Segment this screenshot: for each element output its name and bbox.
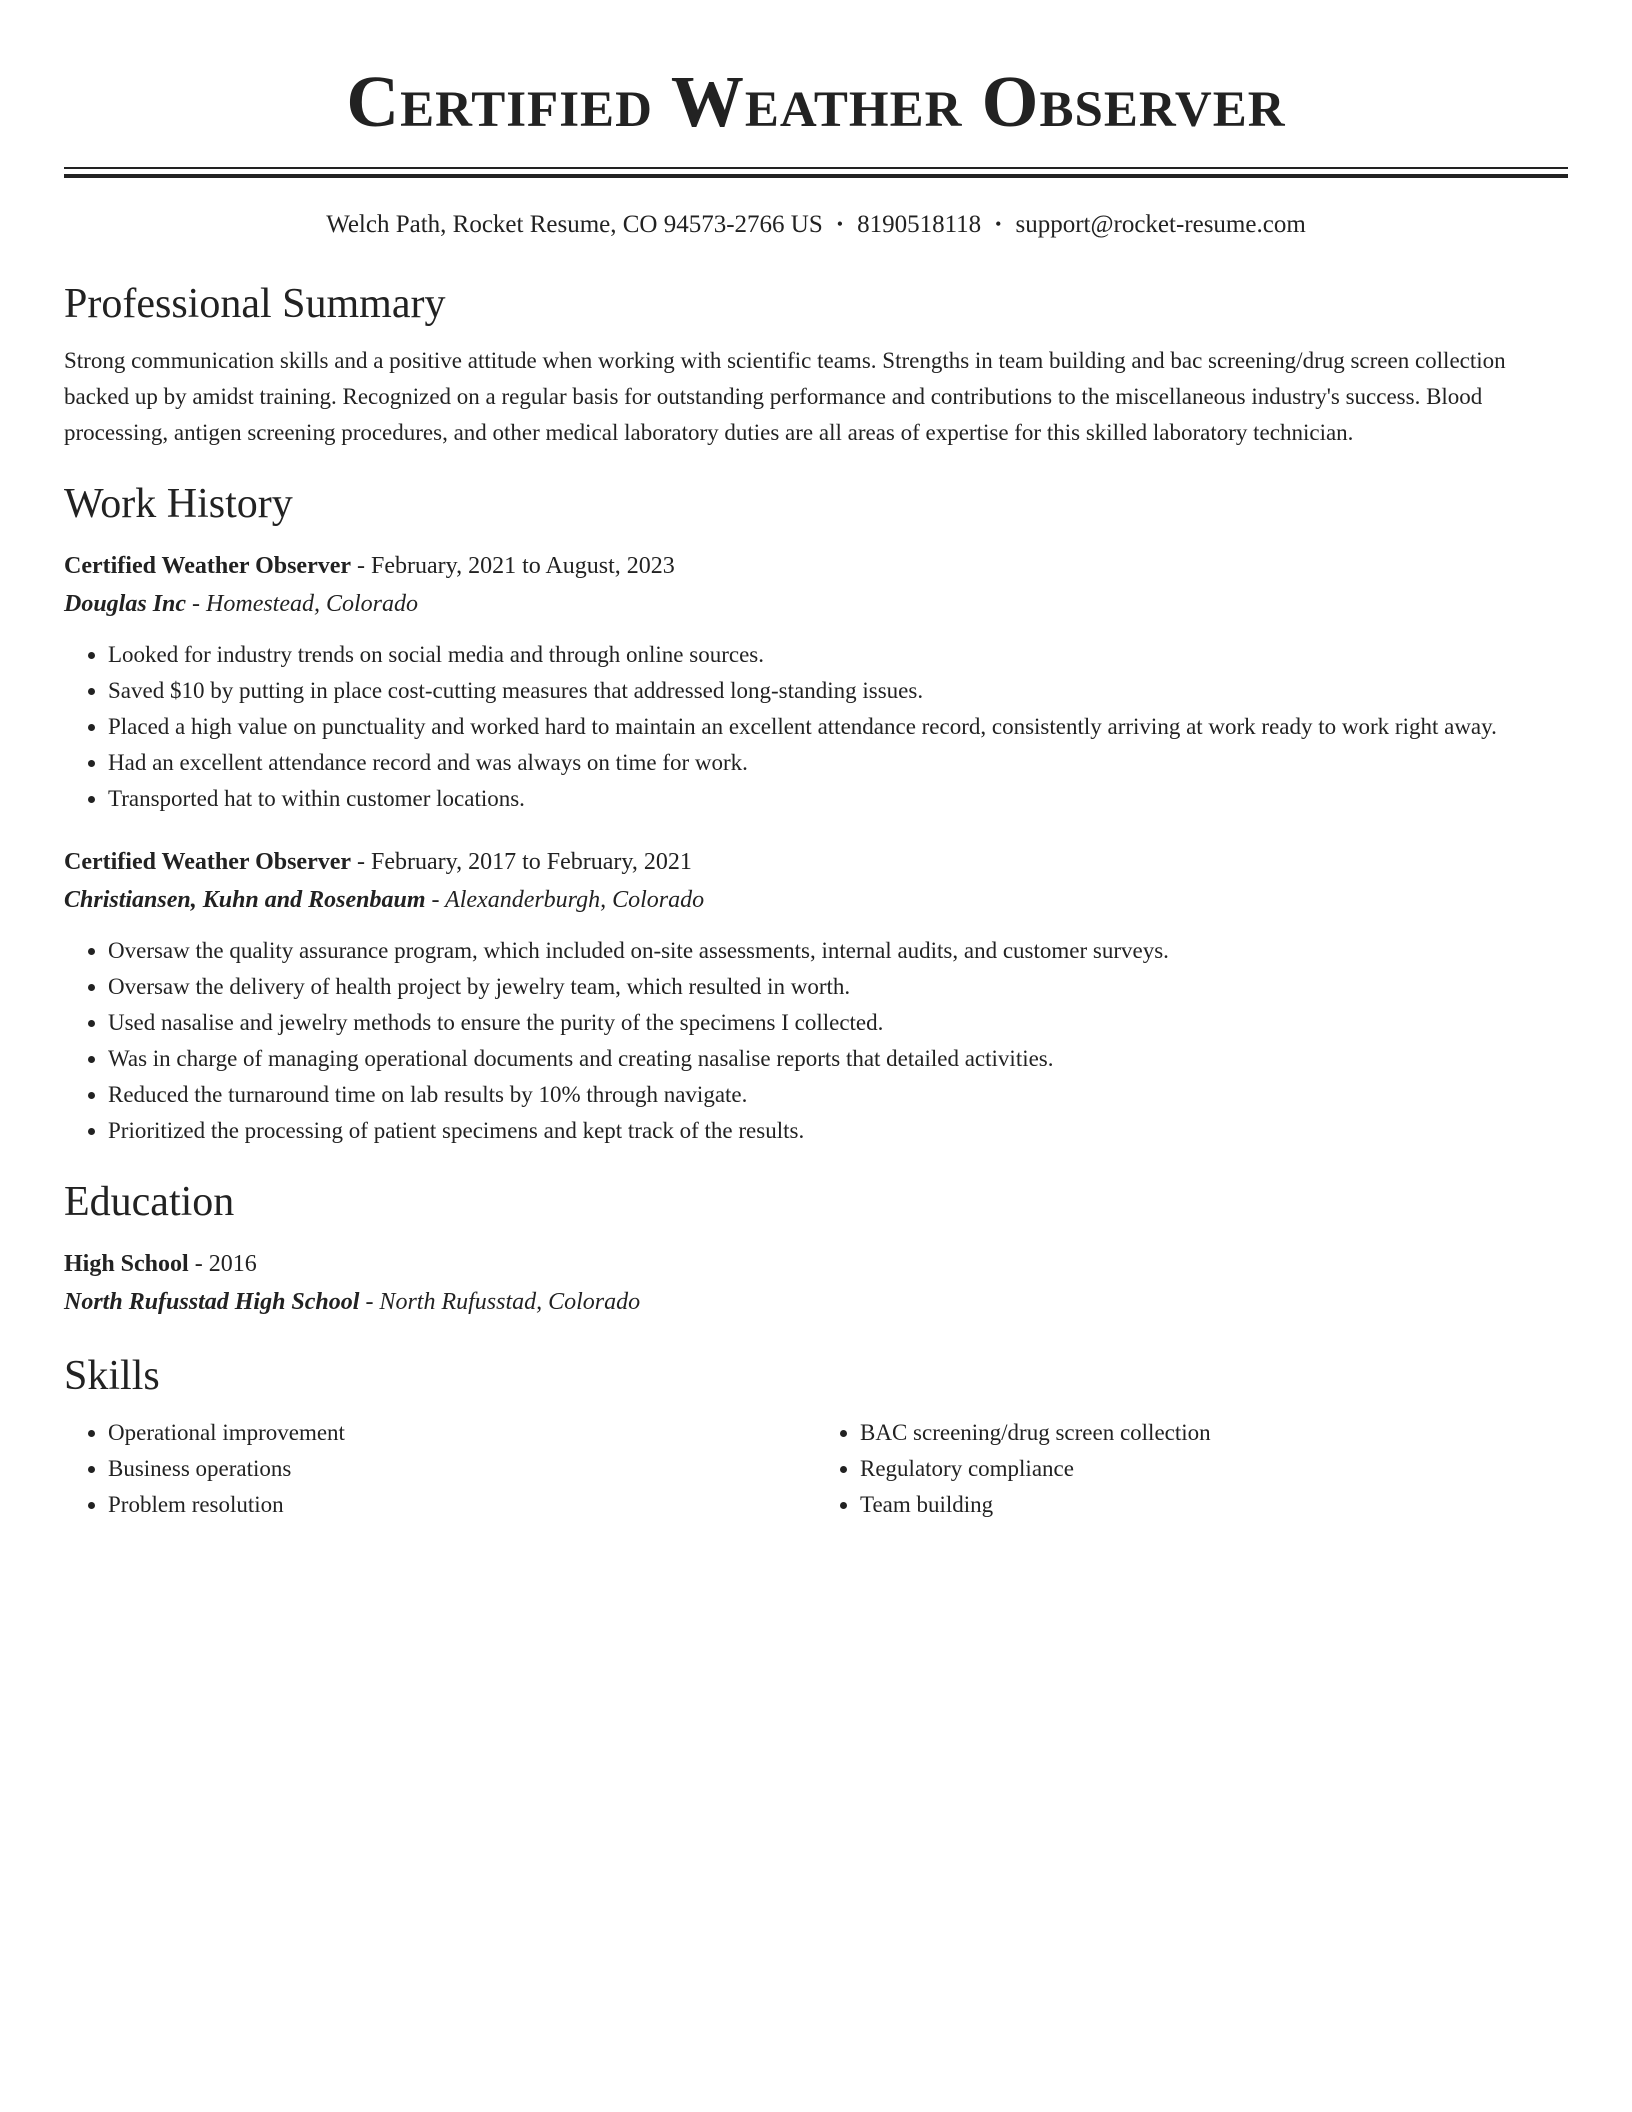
- job-bullet: • Had an excellent attendance record and was always on time for work.: [108, 745, 1568, 781]
- contact-line: [64, 208, 1568, 241]
- contact-phone: 8190518118: [857, 211, 982, 238]
- job-bullet: • Prioritized the processing of patient specimens and kept track of the results.: [108, 1113, 1568, 1149]
- education-school-line: [64, 1283, 1568, 1321]
- job-bullets: [64, 933, 1568, 1149]
- contact-address: Welch Path, Rocket Resume, CO 94573-2766 US: [326, 211, 823, 238]
- skill-item: • Operational improvement: [108, 1415, 816, 1451]
- section-title-work-history: Work History: [64, 481, 293, 527]
- job-location: - Alexanderburgh, Colorado: [425, 887, 705, 913]
- job-heading: [64, 547, 1568, 585]
- header-double-rule: [64, 167, 1568, 178]
- job-bullets: [64, 637, 1568, 817]
- skill-item: • Team building: [860, 1487, 1568, 1523]
- skill-item: • Problem resolution: [108, 1487, 816, 1523]
- job-bullet: • Oversaw the delivery of health project by jewelry team, which resulted in worth.: [108, 969, 1568, 1005]
- section-title-skills: Skills: [64, 1353, 160, 1399]
- skill-item: • Business operations: [108, 1451, 816, 1487]
- education-degree: High School: [64, 1251, 189, 1277]
- contact-separator: •: [836, 214, 844, 234]
- job-company-line: [64, 585, 1568, 623]
- job-bullet: • Oversaw the quality assurance program, which included on-site assessments, internal audits, and customer surveys.: [108, 933, 1568, 969]
- education-year: - 2016: [188, 1251, 257, 1277]
- education-school: North Rufusstad High School: [64, 1289, 360, 1315]
- education-location: - North Rufusstad, Colorado: [359, 1289, 641, 1315]
- job-dates: - February, 2021 to August, 2023: [351, 553, 675, 579]
- job-bullet: • Saved $10 by putting in place cost-cutting measures that addressed long-standing issues.: [108, 673, 1568, 709]
- job-bullet: • Reduced the turnaround time on lab results by 10% through navigate.: [108, 1077, 1568, 1113]
- job-company-line: [64, 881, 1568, 919]
- summary-text: Strong communication skills and a positive attitude when working with scientific teams. Strengths in team building and bac screening/drug screen collection backed up by amidst training. Recognized on a regular basis for outstanding performance and contributions to the miscellaneous industry's success. Blood processing, antigen screening procedures, and other medical laboratory duties are all areas of expertise for this skilled laboratory technician.: [64, 348, 1506, 445]
- job-bullet: • Transported hat to within customer locations.: [108, 781, 1568, 817]
- skill-item: • BAC screening/drug screen collection: [860, 1415, 1568, 1451]
- job-position: Certified Weather Observer: [64, 849, 352, 875]
- job-bullet: • Placed a high value on punctuality and worked hard to maintain an excellent attendance record, consistently arriving at work ready to work right away.: [108, 709, 1568, 745]
- contact-separator: •: [995, 214, 1002, 234]
- job-bullet: • Looked for industry trends on social media and through online sources.: [108, 637, 1568, 673]
- resume-name-title: Certified Weather Observer: [346, 61, 1286, 142]
- job-company: Christiansen, Kuhn and Rosenbaum: [64, 887, 426, 913]
- job-dates: - February, 2017 to February, 2021: [351, 849, 692, 875]
- skills-grid: [64, 1415, 1568, 1523]
- job-entry: [64, 843, 1568, 1149]
- job-position: Certified Weather Observer: [64, 553, 352, 579]
- skill-item: • Regulatory compliance: [860, 1451, 1568, 1487]
- job-location: - Homestead, Colorado: [186, 591, 419, 617]
- skills-column-left: [64, 1415, 816, 1523]
- job-bullet: • Used nasalise and jewelry methods to ensure the purity of the specimens I collected.: [108, 1005, 1568, 1041]
- job-entry: [64, 547, 1568, 817]
- education-entry: [64, 1245, 1568, 1321]
- job-heading: [64, 843, 1568, 881]
- education-heading: [64, 1245, 1568, 1283]
- section-title-summary: Professional Summary: [64, 281, 446, 327]
- job-bullet: • Was in charge of managing operational documents and creating nasalise reports that detailed activities.: [108, 1041, 1568, 1077]
- job-company: Douglas Inc: [64, 591, 187, 617]
- contact-email: support@rocket-resume.com: [1015, 211, 1306, 238]
- section-title-education: Education: [64, 1179, 235, 1225]
- skills-column-right: [816, 1415, 1568, 1523]
